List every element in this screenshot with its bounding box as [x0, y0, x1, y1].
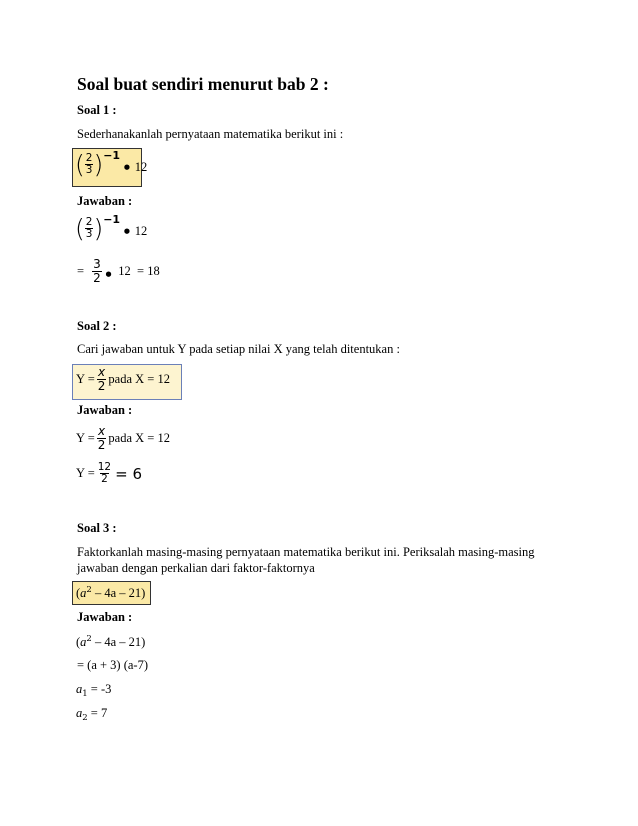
exponent: −1 — [103, 149, 121, 162]
soal1-step1 — [75, 215, 147, 241]
soal1-step2 — [77, 258, 160, 285]
numerator: x — [98, 424, 106, 438]
soal2-expression — [76, 366, 170, 393]
soal2-step1 — [76, 425, 170, 452]
soal3-heading: Soal 3 : — [77, 521, 117, 535]
soal2-answer-label: Jawaban : — [77, 403, 133, 417]
soal2-heading: Soal 2 : — [77, 319, 117, 333]
numerator: x — [98, 365, 106, 379]
equals-sign: = — [77, 264, 85, 278]
open-paren: ( — [76, 586, 81, 600]
variable: a — [80, 586, 87, 600]
page-title: Soal buat sendiri menurut bab 2 : — [77, 74, 329, 94]
fraction — [85, 153, 94, 176]
soal3-expression — [76, 585, 145, 601]
multiply-dot: • — [122, 223, 132, 241]
denominator: 2 — [93, 271, 101, 285]
expression-rest: – 4a – 21) — [91, 586, 146, 600]
soal1-question: Sederhanakanlah pernyataan matematika berikut ini : — [77, 127, 344, 141]
fraction — [97, 462, 112, 485]
soal3-step2: = (a + 3) (a-7) — [77, 658, 149, 672]
soal3-answer-label: Jawaban : — [77, 610, 133, 624]
fraction — [97, 425, 107, 452]
soal3-question-line2: jawaban dengan perkalian dari faktor-faktornya — [77, 561, 315, 575]
result: 12 = 18 — [118, 264, 160, 278]
soal1-heading: Soal 1 : — [77, 103, 117, 117]
multiply-dot: • — [122, 159, 132, 177]
soal3-question-line1: Faktorkanlah masing-masing pernyataan matematika berikut ini. Periksalah masing-masing — [77, 545, 535, 559]
denominator: 3 — [85, 163, 93, 176]
numerator: 3 — [93, 257, 101, 271]
left-paren: ( — [75, 213, 85, 243]
variable: a — [80, 635, 87, 649]
multiplier: 12 — [134, 223, 148, 238]
variable: a — [76, 706, 83, 720]
variable: a — [76, 682, 83, 696]
soal3-step1 — [76, 634, 145, 650]
left-paren: ( — [75, 149, 85, 179]
numerator: 12 — [97, 461, 112, 473]
denominator: 3 — [85, 227, 93, 240]
lhs: Y = — [76, 372, 95, 386]
condition: pada X = 12 — [108, 431, 170, 445]
exponent: −1 — [103, 213, 121, 226]
denominator: 2 — [97, 438, 106, 452]
expression-rest: – 4a – 21) — [91, 635, 146, 649]
soal3-root1 — [76, 682, 111, 699]
fraction — [92, 258, 102, 285]
open-paren: ( — [76, 635, 81, 649]
soal1-expression — [75, 151, 147, 177]
power: 2 — [86, 634, 92, 644]
lhs: Y = — [76, 466, 95, 480]
value: = -3 — [87, 682, 112, 696]
fraction — [85, 217, 94, 240]
right-paren: ) — [93, 213, 104, 243]
multiplier: 12 — [134, 159, 148, 174]
numerator: 2 — [85, 151, 93, 164]
fraction — [97, 366, 107, 393]
lhs: Y = — [76, 431, 95, 445]
subscript: 1 — [82, 689, 88, 699]
right-paren: ) — [93, 149, 104, 179]
result: = 6 — [115, 464, 143, 483]
condition: pada X = 12 — [108, 372, 170, 386]
soal3-root2 — [76, 706, 107, 723]
soal2-step2 — [76, 462, 142, 485]
subscript: 2 — [82, 713, 88, 723]
value: = 7 — [87, 706, 108, 720]
numerator: 2 — [85, 215, 93, 228]
denominator: 2 — [101, 473, 108, 485]
soal1-answer-label: Jawaban : — [77, 194, 133, 208]
denominator: 2 — [97, 379, 106, 393]
power: 2 — [86, 585, 92, 595]
multiply-dot: • — [103, 265, 114, 284]
soal2-question: Cari jawaban untuk Y pada setiap nilai X yang telah ditentukan : — [77, 342, 400, 356]
